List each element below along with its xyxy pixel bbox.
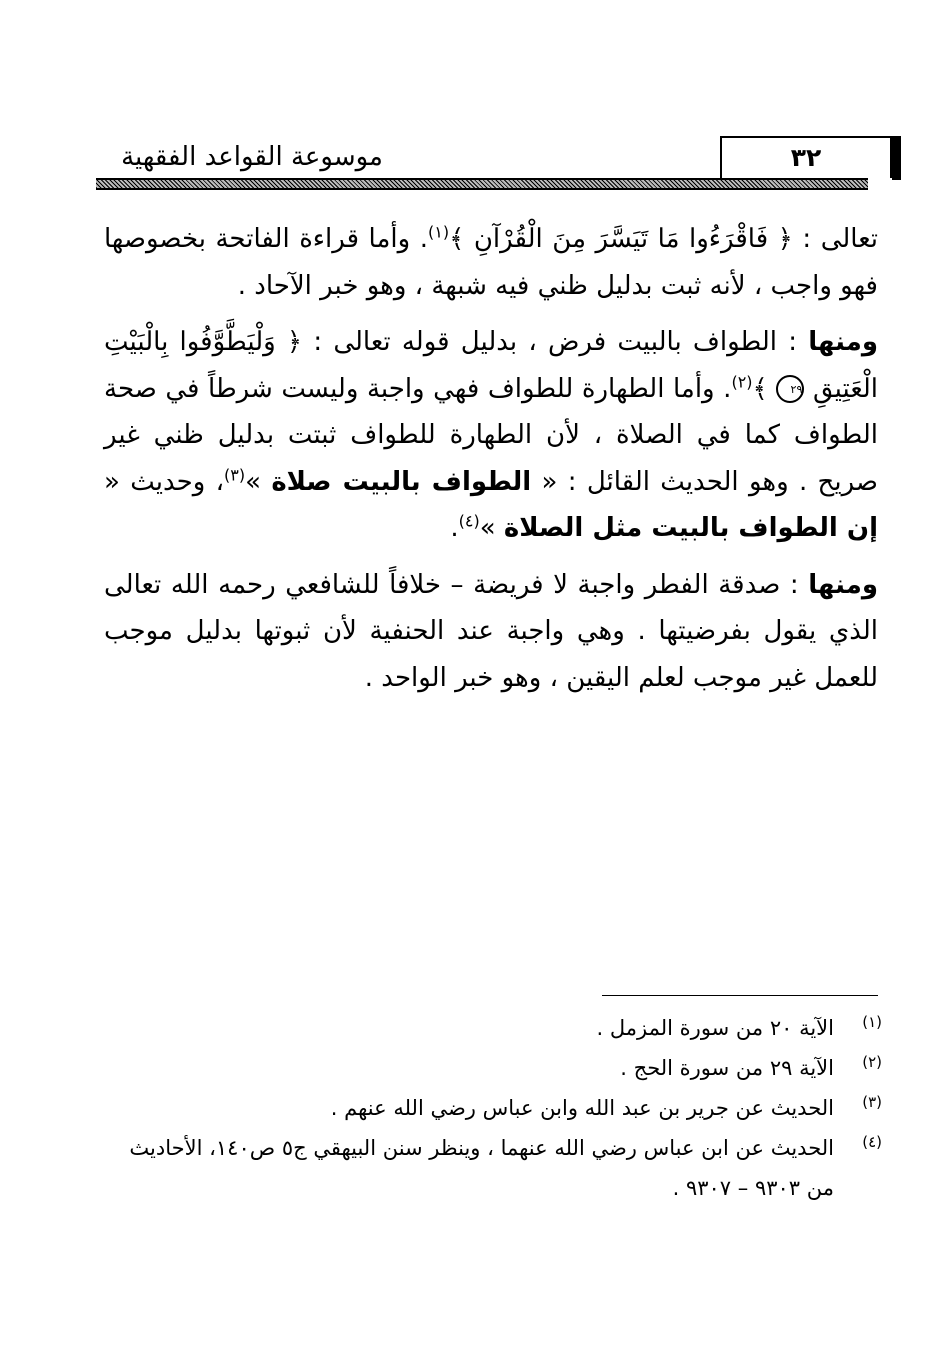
quran-verse: وَلْيَطَّوَّفُوا بِالْبَيْتِ الْعَتِيقِ	[104, 327, 879, 404]
page-number-box-shadow	[892, 136, 901, 180]
footnote-3: (٣) الحديث عن جرير بن عبد الله وابن عباس رضي الله عنهم .	[104, 1088, 882, 1128]
footnote-1: (١) الآية ٢٠ من سورة المزمل .	[104, 1008, 882, 1048]
quran-verse: فَاقْرَءُوا مَا تَيَسَّرَ مِنَ الْقُرْآنِ	[473, 224, 769, 254]
hadith-quote: إن الطواف بالبيت مثل الصلاة	[503, 513, 878, 543]
paragraph-3: ومنها : صدقة الفطر واجبة لا فريضة – خلافاً للشافعي رحمه الله تعالى الذي يقول بفرضيتها . وهي واجبة عند الحنفية لأن ثبوتها بدليل موجب للعمل غير موجب لعلم اليقين ، وهو خبر الواحد .	[104, 569, 878, 693]
footnote-ref: (٢)	[731, 371, 753, 391]
book-title: موسوعة القواعد الفقهية	[121, 142, 383, 172]
header-rule	[96, 178, 868, 190]
page-number: ٣٢	[790, 143, 822, 172]
ayah-number-marker: ٢٩	[776, 375, 804, 403]
footnote-ref: (٣)	[223, 464, 246, 484]
running-header	[96, 136, 868, 190]
paragraph-2: ومنها : الطواف بالبيت فرض ، بدليل قوله تعالى : ﴿ وَلْيَطَّوَّفُوا بِالْبَيْتِ الْعَتِيقِ ٢٩ ﴾$^{(٢)}$. وأما الطهارة للطواف فهي واجبة وليست شرطاً في صحة الطواف كما في الصلاة ، لأن الطهارة للطواف ثبتت بدليل ظني غير صريح . وهو الحديث القائل : « الطواف بالبيت صلاة »$^{(٣)}$، وحديث « إن الطواف بالبيت مثل الصلاة »$^{(٤)}$.	[104, 327, 879, 543]
hadith-quote: الطواف بالبيت صلاة	[271, 466, 532, 497]
paragraph-lead: ومنها	[808, 569, 878, 600]
footnote-marker: (٢)	[862, 1053, 882, 1071]
footnotes	[104, 1008, 882, 1208]
footnote-marker: (٣)	[862, 1093, 882, 1111]
page-number-box	[720, 136, 892, 178]
main-text	[104, 216, 878, 701]
paragraph-1: تعالى : ﴿ فَاقْرَءُوا مَا تَيَسَّرَ مِنَ الْقُرْآنِ ﴾$^{(١)}$. وأما قراءة الفاتحة بخصوصها فهو واجب ، لأنه ثبت بدليل ظني فيه شبهة ، وهو خبر الآحاد .	[104, 222, 878, 301]
footnote-2: (٢) الآية ٢٩ من سورة الحج .	[104, 1048, 882, 1088]
footnote-ref: (١)	[427, 222, 450, 242]
footnote-marker: (١)	[862, 1013, 882, 1031]
footnote-ref: (٤)	[458, 511, 480, 531]
footnote-4: (٤) الحديث عن ابن عباس رضي الله عنهما ، وينظر سنن البيهقي ج٥ ص١٤٠، الأحاديث من ٩٣٠٣ – ٩٣٠٧ .	[104, 1128, 882, 1208]
footnote-separator	[602, 995, 878, 996]
footnote-marker: (٤)	[862, 1133, 882, 1151]
paragraph-lead: ومنها	[808, 327, 878, 357]
